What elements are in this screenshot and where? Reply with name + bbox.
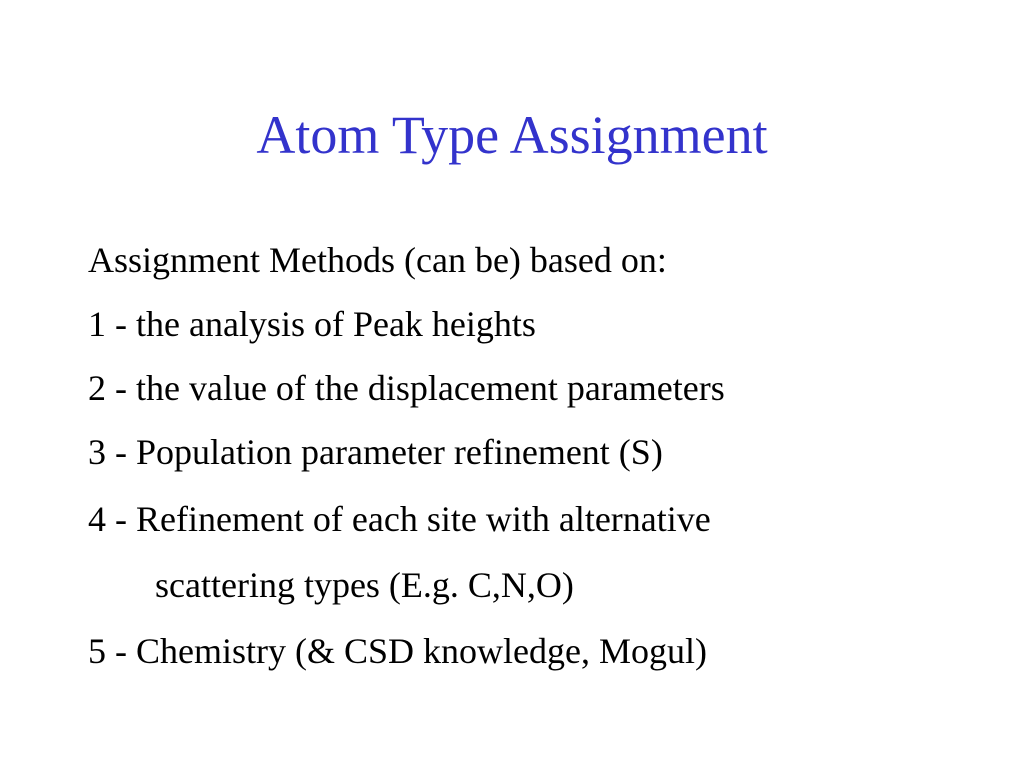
intro-line: Assignment Methods (can be) based on: [88,240,667,280]
slide-title: Atom Type Assignment [256,105,768,165]
method-4-line: 4 - Refinement of each site with alternative [88,499,711,539]
method-5-line: 5 - Chemistry (& CSD knowledge, Mogul) [88,631,707,671]
method-1-line: 1 - the analysis of Peak heights [88,304,536,344]
method-4-continuation-line: scattering types (E.g. C,N,O) [155,565,574,605]
method-3-line: 3 - Population parameter refinement (S) [88,432,663,472]
method-2-line: 2 - the value of the displacement parameters [88,368,725,408]
